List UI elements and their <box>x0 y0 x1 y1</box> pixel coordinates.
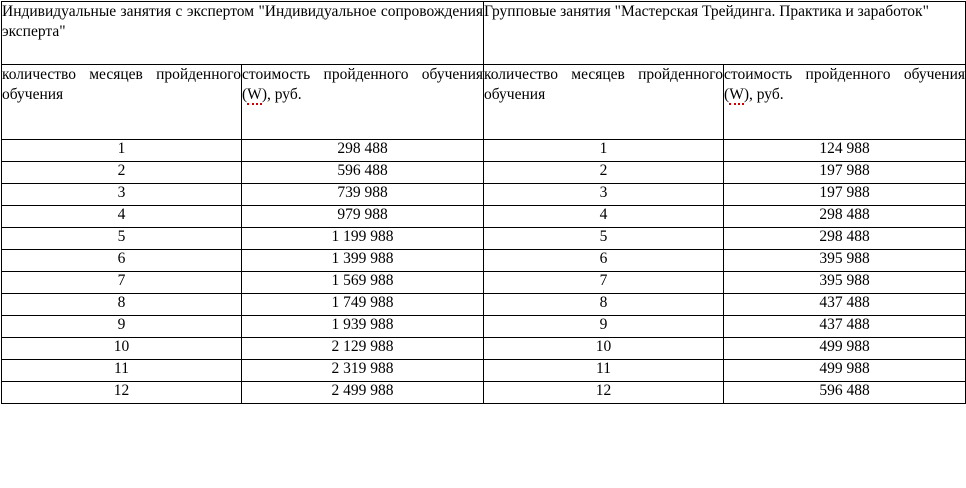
cell-group-months: 9 <box>484 316 724 338</box>
cell-group-cost: 395 988 <box>724 250 966 272</box>
cell-group-months: 1 <box>484 140 724 162</box>
table-row <box>2 184 966 206</box>
cell-individual-months: 10 <box>2 338 242 360</box>
cell-individual-months: 7 <box>2 272 242 294</box>
individual-course-title: Индивидуальные занятия с экспертом "Индивидуальное сопровождения эксперта" <box>2 3 484 40</box>
cell-individual-cost: 2 129 988 <box>242 338 484 360</box>
cell-individual-months: 2 <box>2 162 242 184</box>
cell-individual-months: 1 <box>2 140 242 162</box>
table-row <box>2 140 966 162</box>
cell-group-cost: 596 488 <box>724 382 966 404</box>
cell-group-months: 8 <box>484 294 724 316</box>
header-individual-months-cell <box>2 65 242 140</box>
table-header-row <box>2 65 966 140</box>
cell-group-cost: 437 488 <box>724 294 966 316</box>
header-group-cost-label <box>724 65 965 105</box>
header-individual-cost-post: ), руб. <box>261 85 302 103</box>
table-row <box>2 250 966 272</box>
header-group-cost-pre: стоимость пройденного обучения ( <box>724 66 966 103</box>
cell-group-months: 5 <box>484 228 724 250</box>
header-individual-cost-pre: стоимость пройденного обучения ( <box>242 66 484 103</box>
cell-individual-months: 9 <box>2 316 242 338</box>
cell-group-cost: 395 988 <box>724 272 966 294</box>
table-row <box>2 338 966 360</box>
table-row <box>2 206 966 228</box>
cell-group-months: 12 <box>484 382 724 404</box>
individual-course-title-cell <box>2 2 484 65</box>
cell-individual-months: 3 <box>2 184 242 206</box>
table-title-row <box>2 2 966 65</box>
cell-individual-months: 11 <box>2 360 242 382</box>
table-row <box>2 316 966 338</box>
cell-group-months: 7 <box>484 272 724 294</box>
cell-group-cost: 197 988 <box>724 184 966 206</box>
cell-group-cost: 499 988 <box>724 338 966 360</box>
cell-individual-cost: 1 199 988 <box>242 228 484 250</box>
pricing-table <box>1 1 966 404</box>
cell-group-cost: 499 988 <box>724 360 966 382</box>
group-course-title: Групповые занятия "Мастерская Трейдинга. Практика и заработок" <box>484 3 929 20</box>
document-page <box>0 1 966 488</box>
cell-individual-months: 5 <box>2 228 242 250</box>
cell-individual-cost: 2 499 988 <box>242 382 484 404</box>
group-course-title-cell <box>484 2 966 65</box>
header-group-months-cell <box>484 65 724 140</box>
cell-individual-cost: 1 569 988 <box>242 272 484 294</box>
cell-individual-months: 12 <box>2 382 242 404</box>
table-row <box>2 360 966 382</box>
cell-individual-cost: 298 488 <box>242 140 484 162</box>
cell-individual-cost: 2 319 988 <box>242 360 484 382</box>
cell-individual-cost: 1 749 988 <box>242 294 484 316</box>
cell-group-cost: 298 488 <box>724 206 966 228</box>
header-group-cost-cell <box>724 65 966 140</box>
cell-group-months: 11 <box>484 360 724 382</box>
cell-individual-cost: 739 988 <box>242 184 484 206</box>
header-group-cost-post: ), руб. <box>743 85 784 103</box>
table-body <box>2 2 966 404</box>
table-row <box>2 382 966 404</box>
cell-individual-cost: 979 988 <box>242 206 484 228</box>
cell-individual-cost: 1 399 988 <box>242 250 484 272</box>
cell-group-cost: 124 988 <box>724 140 966 162</box>
header-individual-cost-cell <box>242 65 484 140</box>
table-row <box>2 294 966 316</box>
cell-group-cost: 197 988 <box>724 162 966 184</box>
cell-individual-months: 6 <box>2 250 242 272</box>
header-individual-cost-label <box>242 65 483 105</box>
cell-individual-months: 4 <box>2 206 242 228</box>
cell-individual-cost: 1 939 988 <box>242 316 484 338</box>
header-group-cost-currency-mark: W <box>729 85 744 103</box>
cell-individual-cost: 596 488 <box>242 162 484 184</box>
cell-individual-months: 8 <box>2 294 242 316</box>
header-individual-cost-currency-mark: W <box>247 85 262 103</box>
header-individual-months-label: количество месяцев пройденного обучения <box>2 66 241 103</box>
cell-group-cost: 437 488 <box>724 316 966 338</box>
cell-group-months: 4 <box>484 206 724 228</box>
cell-group-months: 2 <box>484 162 724 184</box>
cell-group-months: 10 <box>484 338 724 360</box>
table-row <box>2 228 966 250</box>
cell-group-months: 6 <box>484 250 724 272</box>
table-row <box>2 162 966 184</box>
header-group-months-label: количество месяцев пройденного обучения <box>484 66 724 103</box>
table-row <box>2 272 966 294</box>
cell-group-months: 3 <box>484 184 724 206</box>
cell-group-cost: 298 488 <box>724 228 966 250</box>
